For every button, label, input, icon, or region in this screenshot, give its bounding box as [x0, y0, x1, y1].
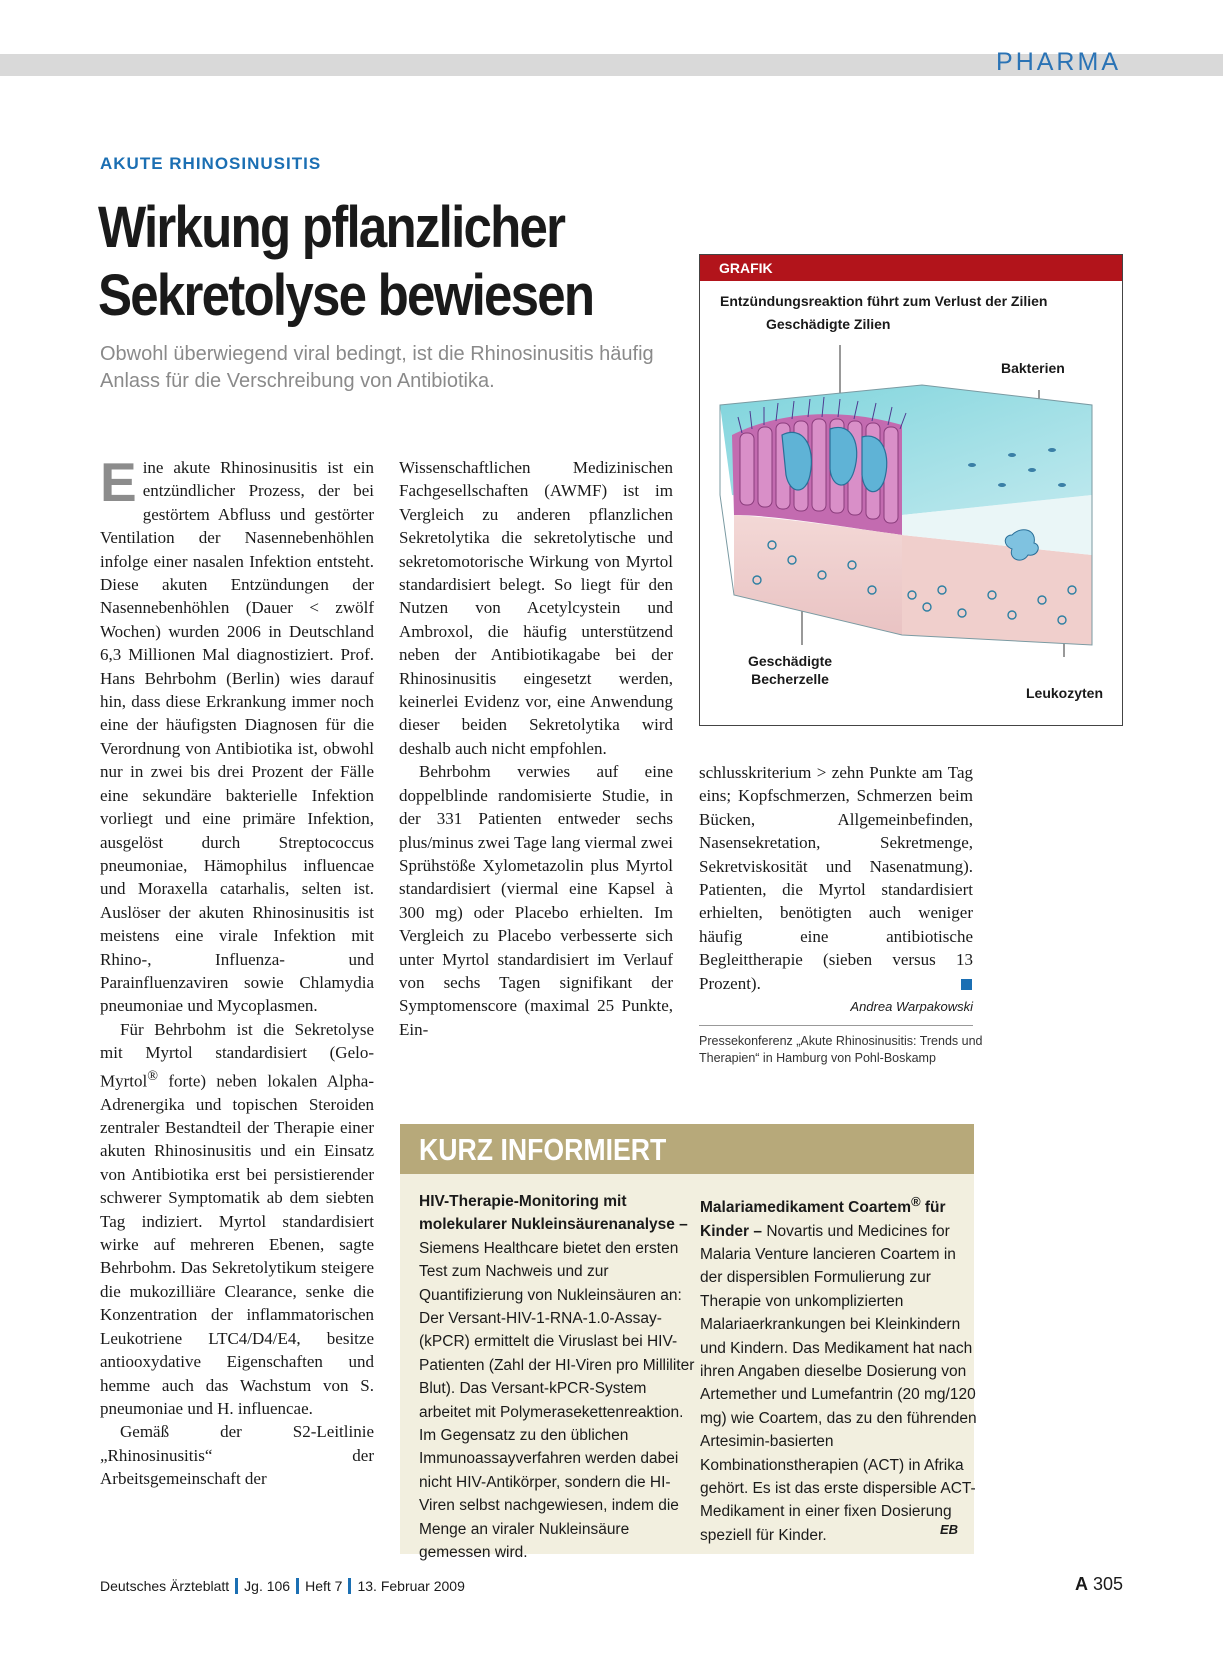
graphic-box	[699, 254, 1123, 726]
journal-name: Deutsches Ärzteblatt	[100, 1578, 230, 1594]
label-leukocytes: Leukozyten	[1026, 685, 1104, 701]
headline: Wirkung pflanzlicher Sekretolyse bewiesen	[98, 195, 594, 328]
section-label: PHARMA	[996, 48, 1121, 76]
end-mark-icon	[961, 979, 972, 990]
registered-mark: ®	[911, 1194, 921, 1209]
news-item-text: Novartis und Medicines for Malaria Venture lancieren Coartem in der dispersiblen Formulierung zur Therapie von unkomplizierten Malariaerkrankungen bei Kleinkindern und Kindern. Das Medikament hat nach ihren Angaben dieselbe Dosierung von Artemether und Lumefantrin (20 mg/120 mg) wie Coartem, das zu den führenden Artesimin-basierten Kombinationstherapien (ACT) in Afrika gehört. Es ist das erste dispersible ACT-Medikament in einer fixen Dosierung speziell für Kinder.	[700, 1222, 977, 1544]
news-box	[400, 1124, 977, 1562]
page-prefix: A	[1074, 1574, 1088, 1594]
news-item-malaria	[700, 1190, 980, 1547]
issue-date: 13. Februar 2009	[357, 1578, 465, 1594]
news-box-header	[400, 1124, 974, 1174]
graphic-title: Entzündungsreaktion führt zum Verlust der Zilien	[720, 293, 1048, 309]
label-damaged-cilia: Geschädigte Zilien	[766, 316, 891, 332]
paragraph: Behrbohm verwies auf eine doppelblinde randomisierte Studie, in der 331 Patienten entweder sechs plus/minus zwei Tage lang viermal zwei Sprühstöße Xylometazolin plus Myrtol standardisiert (viermal eine Kapsel à 300 mg) oder Placebo erhielten. Im Vergleich zu Placebo verbesserte sich unter Myrtol standardisiert im Verlauf von sechs Tagen signifikant der Symptomenscore (maximal 25 Punkte, Ein-	[399, 762, 673, 1039]
footer	[100, 1578, 465, 1594]
kicker: AKUTE RHINOSINUSITIS	[100, 154, 322, 173]
label-line: Becherzelle	[751, 671, 829, 687]
paragraph-text: Für Behrbohm ist die Sekretolyse mit Myrtol standardisiert (Gelo-Myrtol	[100, 1019, 374, 1091]
page-value: 305	[1092, 1574, 1123, 1594]
paragraph: schlusskriterium > zehn Punkte am Tag eins; Kopfschmerzen, Schmerzen beim Bücken, Allgemeinbefinden, Nasensekretation, Sekretmenge, Sekretviskosität und Nasenatmung). Patienten, die Myrtol standardisiert erhielten, benötigten auch weniger häufig eine antibiotische Begleittherapie (sieben versus 13 Prozent).	[699, 763, 973, 993]
separator	[296, 1578, 299, 1594]
paragraph: Wissenschaftlichen Medizinischen Fachgesellschaften (AWMF) ist im Vergleich zu anderen pflanzlichen Sekretolytika die sekretolytische und sekretomotorische Wirkung von Myrtol standardisiert belegt. So liegt für den Nutzen von Acetylcystein und Ambroxol, die häufig unterstützend neben der Antibiotikagabe bei der Rhinosinusitis eingesetzt werden, keinerlei Evidenz vor, eine Anwendung dieser beiden Sekretolytika wird deshalb auch nicht empfohlen.	[399, 458, 673, 758]
article-column-3	[699, 761, 973, 995]
lead-text: Obwohl überwiegend viral bedingt, ist die Rhinosinusitis häufig Anlass für die Verschreibung von Antibiotika.	[100, 343, 654, 392]
footnote: Pressekonferenz „Akute Rhinosinusitis: Trends und Therapien“ in Hamburg von Pohl-Boskamp	[699, 1034, 983, 1065]
paragraph	[100, 1018, 374, 1421]
paragraph	[100, 451, 374, 1018]
author-name: Andrea Warpakowski	[850, 999, 973, 1014]
news-item-hiv	[419, 1190, 699, 1565]
page-number	[1075, 1574, 1123, 1595]
paragraph-text: ine akute Rhinosinusitis ist ein entzündlicher Prozess, der bei gestörtem Abfluss und gestörter Ventilation der Nasennebenhöhlen infolge einer nasalen Infektion entsteht. Diese akuten Entzündungen der Nasennebenhöhlen (Dauer < zwölf Wochen) wurden 2006 in Deutschland 6,3 Millionen Mal diagnostiziert. Prof. Hans Behrbohm (Berlin) wies darauf hin, dass diese Erkrankung immer noch eine der häufigsten Diagnosen für die Verordnung von Antibiotika ist, obwohl nur in zwei bis drei Prozent der Fälle eine sekundäre bakterielle Infektion vorliegt und eine primäre Infektion, ausgelöst durch Streptococcus pneumoniae, Hämophilus influencae und Moraxella catarhalis, selten ist. Auslöser der akuten Rhinosinusitis ist meistens eine virale Infektion mit Rhino-, Influenza- und Parainfluenzaviren sowie Chlamydia pneumoniae und Mycoplasmen.	[100, 458, 374, 1016]
paragraph-text: forte) neben lokalen Alpha-Adrenergika und topischen Steroiden zentraler Bestandteil der Therapie einer akuten Rhinosinusitis und ein Einsatz von Antibiotika erst bei persistierender schwerer Symptomatik ab dem siebten Tag indiziert. Myrtol standardisiert wirke auf mehreren Ebenen, sagte Behrbohm. Das Sekretolytikum steigere die mukozilliäre Clearance, senke die Konzentration der inflammatorischen Leukotriene LTC4/D4/E4, besitze antiooxydative Eigenschaften und hemme auch das Wachstum von S. pneumoniae und H. influencae.	[100, 1071, 374, 1418]
separator	[348, 1578, 351, 1594]
heading-part: für Kinder –	[700, 1199, 946, 1240]
article-column-2	[399, 456, 673, 1041]
article-column-1	[100, 451, 374, 1491]
heading-part: Malariamedikament Coartem	[700, 1199, 912, 1217]
issue: Heft 7	[305, 1578, 343, 1594]
graphic-header: GRAFIK	[700, 255, 1122, 281]
news-item-text: Siemens Healthcare bietet den ersten Test zum Nachweis und zur Quantifizierung von Nukleinsäuren an: Der Versant-HIV-1-RNA-1.0-Assay-(kPCR) ermittelt die Viruslast bei HIV-Patienten (Zahl der HI-Viren pro Milliliter Blut). Das Versant-kPCR-System arbeitet mit Polymerasekettenreaktion. Im Gegensatz zu den üblichen Immunoassayverfahren werden dabei nicht HIV-Antikörper, sondern die HI-Viren selbst nachgewiesen, indem die Menge an viraler Nukleinsäure gemessen wird.	[419, 1239, 695, 1562]
drop-cap: E	[100, 451, 137, 513]
registered-mark: ®	[147, 1067, 158, 1084]
label-bacteria: Bakterien	[1001, 360, 1065, 376]
volume: Jg. 106	[244, 1578, 291, 1594]
news-item-heading: HIV-Therapie-Monitoring mit molekularer Nukleinsäurenanalyse –	[419, 1193, 688, 1234]
divider	[699, 1025, 973, 1026]
news-signature: EB	[940, 1522, 959, 1537]
paragraph: Gemäß der S2-Leitlinie „Rhinosinusitis“ der Arbeitsgemeinschaft der	[100, 1422, 374, 1489]
separator	[235, 1578, 238, 1594]
news-box-title: KURZ INFORMIERT	[419, 1132, 667, 1167]
label-goblet-cell	[748, 652, 832, 688]
label-line: Geschädigte	[748, 653, 833, 669]
